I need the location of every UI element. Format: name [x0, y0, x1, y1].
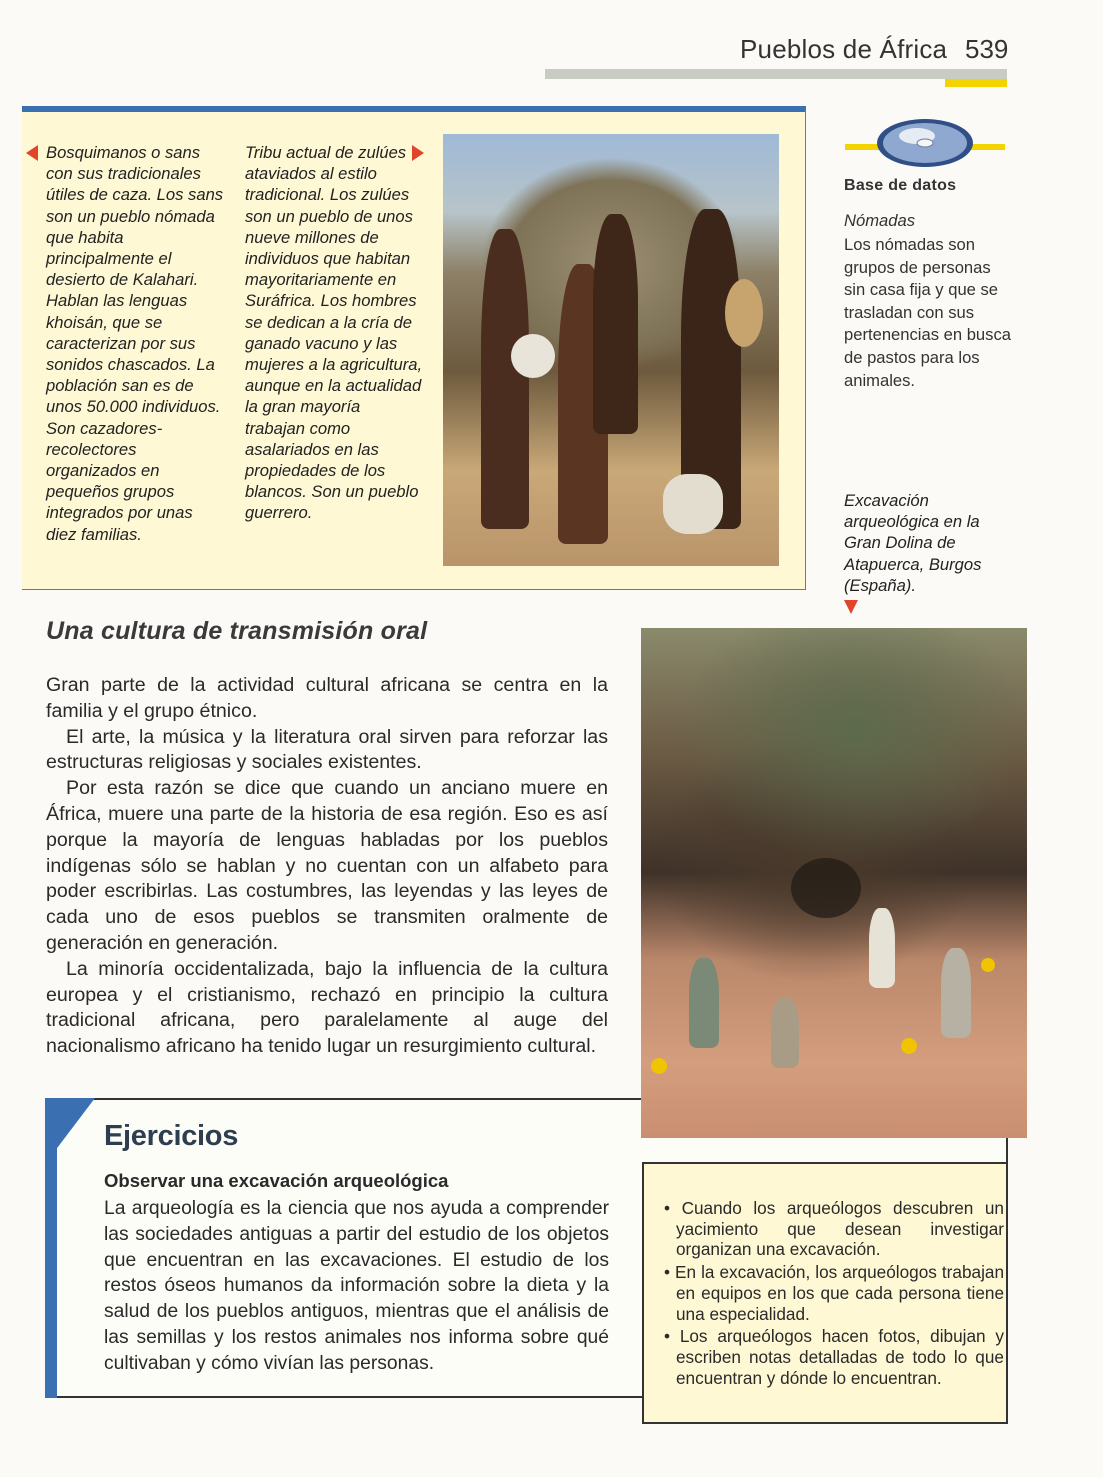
article-paragraph: Gran parte de la actividad cultural africana se centra en la familia y el grupo étnico. [46, 674, 608, 722]
caption-zulu-tribe: Tribu actual de zulúes ataviados al estilo tradicional. Los zulúes son un pueblo de unos nueve millones de individuos que habitan mayoritariamente en Suráfrica. Los hombres se dedican a la cría de ganado vacuno y las mujeres a la agricultura, aunque en la actualidad la gran mayoría trabajan como asalariados en las propiedades de los blancos. Son un pueblo guerrero. [245, 143, 423, 523]
article-paragraph: El arte, la música y la literatura oral sirven para reforzar las estructuras religiosas y sociales existentes. [46, 725, 608, 774]
tips-list [660, 1198, 1004, 1390]
caption-san-people: Bosquimanos o sans con sus tradicionales útiles de caza. Los sans son un pueblo nómada que habita principalmente el desierto de Kalahari. Hablan las lenguas khoisán, que se caracterizan por sus sonidos chascados. La población san es de unos 50.000 individuos. Son cazadores-recolectores organizados en pequeños grupos integrados por unas diez familias. [46, 143, 224, 544]
photo-zulu-tribe [443, 134, 779, 566]
arrow-down-icon [844, 600, 858, 614]
arrow-left-icon [26, 145, 38, 161]
list-item: • Cuando los arqueólogos descubren un yacimiento que desean investigar organizan una excavación. [660, 1198, 1004, 1260]
page-number: 539 [965, 34, 1009, 64]
running-head: Pueblos de África [740, 34, 948, 64]
list-item: • En la excavación, los arqueólogos trabajan en equipos en los que cada persona tiene una especialidad. [660, 1262, 1004, 1324]
exercises-heading: Ejercicios [104, 1120, 239, 1152]
cd-icon [845, 112, 1005, 172]
article-body [46, 673, 608, 1060]
caption-excavation: Excavación arqueológica en la Gran Dolina de Atapuerca, Burgos (España). [844, 491, 982, 595]
article-paragraph: La minoría occidentalizada, bajo la influencia de la cultura europea y el cristianismo, rechazó en principio la cultura tradicional africana, pero paralelamente al auge del nacionalismo africano ha tenido lugar un resurgimiento cultural. [46, 957, 608, 1058]
header-rule [545, 69, 1007, 79]
exercises-text: La arqueología es la ciencia que nos ayuda a comprender las sociedades antiguas a partir del estudio de los objetos que encuentran en las excavaciones. El estudio de los restos óseos humanos da información sobre la dieta y la salud de los pueblos antiguos, mientras que el análisis de las semillas y los restos animales nos informa sobre qué cultivaban y cómo vivían las personas. [104, 1198, 609, 1374]
photo-excavation [641, 628, 1027, 1138]
sidebar-term: Nómadas [844, 211, 916, 230]
sidebar-title: Base de datos [844, 177, 957, 194]
header-accent-bar [945, 79, 1007, 87]
list-item: • Los arqueólogos hacen fotos, dibujan y escriben notas detalladas de todo lo que encuentran y dónde lo encuentran. [660, 1326, 1004, 1388]
arrow-right-icon [412, 145, 424, 161]
sidebar-definition: Los nómadas son grupos de personas sin casa fija y que se trasladan con sus pertenencias en busca de pastos para los animales. [844, 235, 1011, 390]
section-title: Una cultura de transmisión oral [46, 617, 428, 645]
article-paragraph: Por esta razón se dice que cuando un anciano muere en África, muere una parte de la historia de esa región. Eso es así porque la mayoría de lenguas habladas por los pueblos indígenas sólo se hablan y no cuentan con un alfabeto para poder escribirlas. Las costumbres, las leyendas y las leyes de cada uno de esos pueblos se transmiten oralmente de generación en generación. [46, 777, 608, 954]
exercises-subtitle: Observar una excavación arqueológica [104, 1170, 449, 1191]
